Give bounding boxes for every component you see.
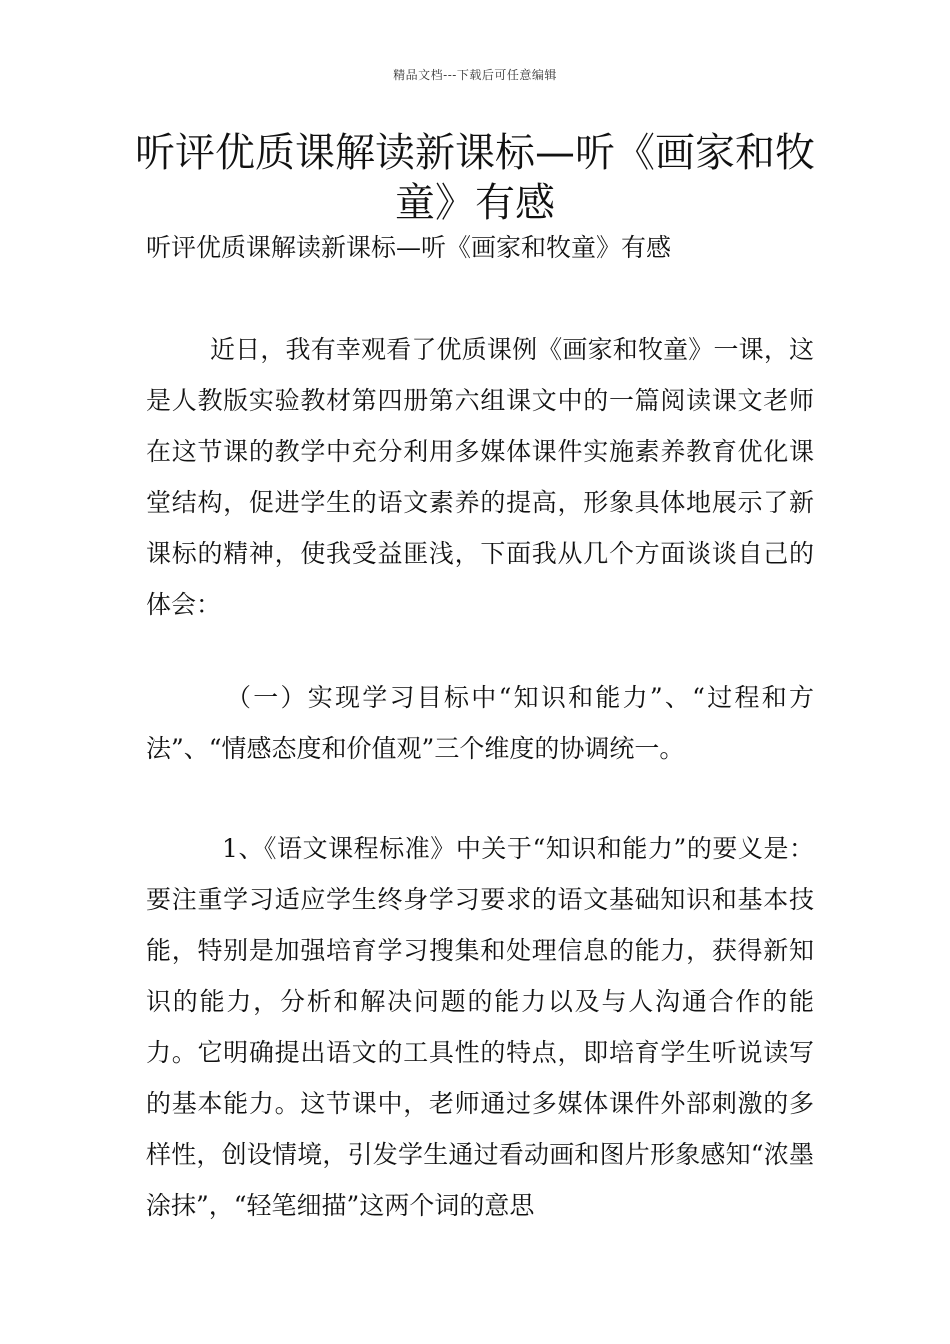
page-header: 精品文档---下载后可任意编辑 <box>393 68 557 82</box>
paragraph-intro: 近日，我有幸观看了优质课例《画家和牧童》一课，这是人教版实验教材第四册第六组课文中的一篇阅读课文老师在这节课的教学中充分利用多媒体课件实施素养教育优化课堂结构，促进学生的语文素养的提高，形象具体地展示了新课标的精神，使我受益匪浅，下面我从几个方面谈谈自己的体会： <box>146 335 814 619</box>
paragraph-section-heading: （一）实现学习目标中“知识和能力”、“过程和方法”、“情感态度和价值观”三个维度的协调统一。 <box>146 683 814 763</box>
paragraph-point-1: 1、《语文课程标准》中关于“知识和能力”的要义是：要注重学习适应学生终身学习要求的语文基础知识和基本技能，特别是加强培育学习搜集和处理信息的能力，获得新知识的能力，分析和解决问题的能力以及与人沟通合作的能力。它明确提出语文的工具性的特点，即培育学生听说读写的基本能力。这节课中，老师通过多媒体课件外部刺激的多样性，创设情境，引发学生通过看动画和图片形象感知“浓墨涂抹”，“轻笔细描”这两个词的意思 <box>146 834 814 1220</box>
document-subtitle: 听评优质课解读新课标—听《画家和牧童》有感 <box>146 233 672 262</box>
document-title: 听评优质课解读新课标—听《画家和牧童》有感 <box>135 130 815 226</box>
